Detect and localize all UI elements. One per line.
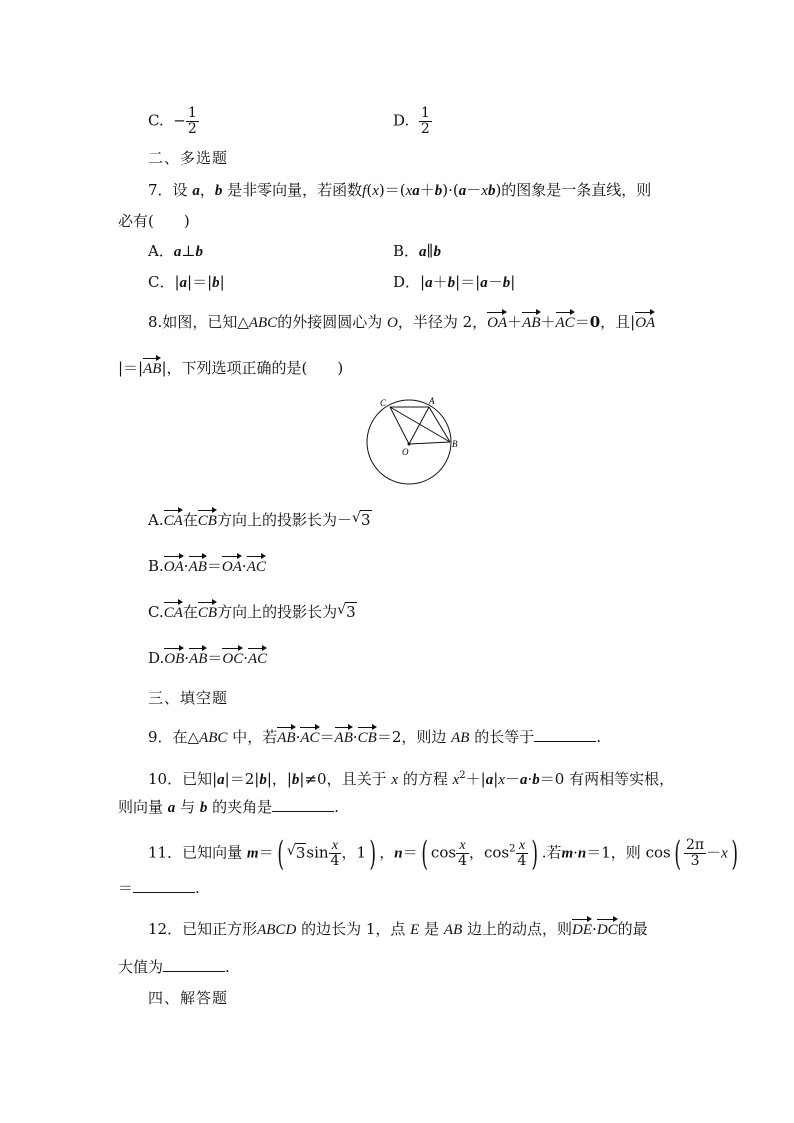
q8-line1: 8.如图，已知△ABC的外接圆圆心为 O，半径为 2，OA＋AB＋AC＝0，且|OA <box>148 310 655 333</box>
q6-d-fraction: $\frac{1}{2}$ <box>420 105 430 137</box>
q7-option-b: B．a∥b <box>393 242 441 260</box>
q7-line1: 7．设 a，b 是非零向量，若函数f(x)＝(xa＋b)·(a－xb)的图象是一条直线，则 <box>148 181 652 199</box>
label-b: B <box>452 439 458 449</box>
q11-line2: ＝ . <box>118 879 200 897</box>
q10-line1: 10．已知|a|＝2|b|，|b|≠0，且关于 x 的方程 $x^2+|a|x-a\cdot b=0$ 有两相等实根， <box>148 770 675 788</box>
q10-answer-blank[interactable] <box>272 797 334 812</box>
q11-answer-blank[interactable] <box>133 878 195 893</box>
q8-option-b: B.OA·AB＝OA·AC <box>148 554 266 577</box>
label-c: C <box>380 398 387 408</box>
center-point <box>408 443 411 446</box>
q12-line1: 12．已知正方形ABCD 的边长为 1，点 E 是 AB 边上的动点，则DE·DC的最 <box>148 917 648 940</box>
q12-line2: 大值为 . <box>118 958 230 976</box>
q6-c-fraction: $\frac{1}{2}$ <box>187 105 197 137</box>
q7-line2: 必有( ) <box>118 212 190 230</box>
q7-option-a: A．a⊥b <box>148 242 203 260</box>
q8-option-a: A.CA在CB方向上的投影长为－√ 3 <box>148 508 372 531</box>
segment-oa <box>409 407 429 444</box>
section-multiple-choice-title: 二、多选题 <box>148 149 229 167</box>
segment-ob <box>409 442 450 444</box>
q12-answer-blank[interactable] <box>163 957 225 972</box>
q9-line1: 9．在△ABC 中，若AB·AC＝AB·CB＝2，则边 AB 的长等于 . <box>148 725 601 748</box>
q10-line2: 则向量 a 与 b 的夹角是 . <box>118 798 339 816</box>
circumcircle <box>367 400 451 484</box>
q8-option-d: D.OB·AB＝OC·AC <box>148 646 267 669</box>
q6-option-d: D. $\frac{1}{2}$ <box>393 105 430 137</box>
section-fill-blank-title: 三、填空题 <box>148 689 229 707</box>
section-answer-title: 四、解答题 <box>148 989 229 1007</box>
q9-answer-blank[interactable] <box>534 727 596 742</box>
q11-line1: 11．已知向量 m＝(√ 3sin $\frac{x}{4}$ ，1) ，n＝( cos $\frac{x}{4}$ ，$\cos^2$ $\frac{x}{4}$ ) .若m·n＝1，则 cos( $\frac{2\pi}{3}$ －x) <box>148 838 741 869</box>
q8-line2: |＝|AB|，下列选项正确的是( ) <box>118 356 343 379</box>
q7-option-c: C．|a|＝|b| <box>148 273 225 291</box>
label-o: O <box>402 447 409 457</box>
q6-option-c: C. − $\frac{1}{2}$ <box>148 105 197 137</box>
q8-option-c: C.CA在CB方向上的投影长为√ 3 <box>148 600 357 623</box>
q7-option-d: D．|a＋b|＝|a－b| <box>393 273 516 291</box>
q8-circle-figure <box>360 392 470 492</box>
label-a: A <box>429 396 435 406</box>
